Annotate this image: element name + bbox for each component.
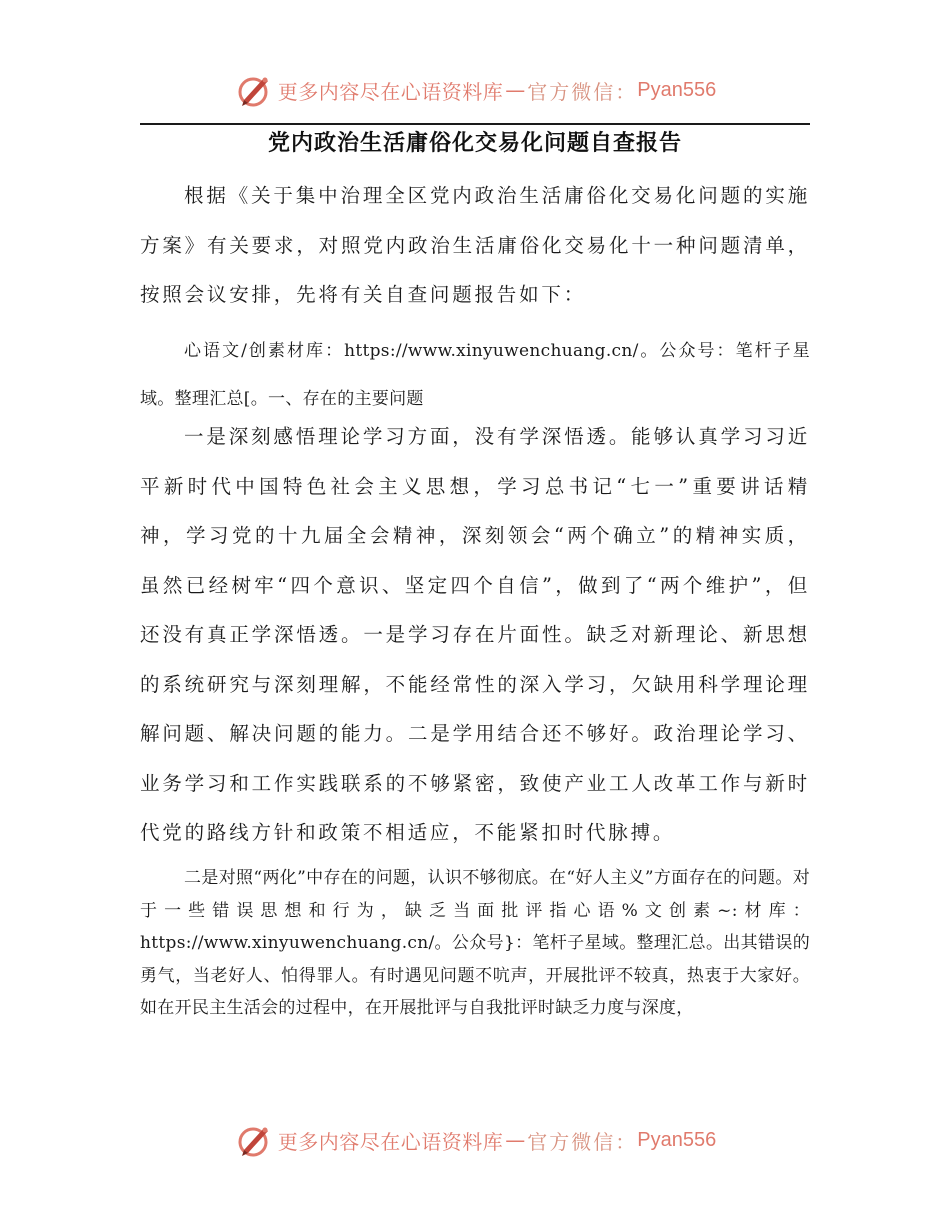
paragraph-two-issues: 二是对照“两化”中存在的问题，认识不够彻底。在“好人主义”方面存在的问题。对于一些错误思想和行为，缺乏当面批评指心语%文创素~:材库：https://www.xinyuwenchuang.cn/。公众号}：笔杆子星域。整理汇总。出其错误的勇气，当老好人、怕得罪人。有时遇见问题不吭声，开展批评不较真，热衷于大家好。如在开民主生活会的过程中，在开展批评与自我批评时缺乏力度与深度， bbox=[140, 868, 810, 1018]
watermark-dash: — bbox=[505, 1128, 526, 1152]
header-watermark bbox=[0, 68, 950, 112]
footer-watermark bbox=[0, 1118, 950, 1162]
watermark-wechat-id: Pyan556 bbox=[637, 1128, 717, 1151]
watermark-dash: — bbox=[505, 78, 526, 102]
paragraph-source-note: 心语文/创素材库：https://www.xinyuwenchuang.cn/。公众号：笔杆子星域。整理汇总[。一、存在的主要问题 bbox=[140, 341, 810, 409]
header-divider bbox=[140, 123, 810, 125]
watermark-text: 更多内容尽在心语资料库 bbox=[277, 1129, 504, 1154]
watermark-wechat-label: 官方微信： bbox=[527, 79, 638, 104]
document-title: 党内政治生活庸俗化交易化问题自查报告 bbox=[267, 130, 682, 156]
watermark-wechat-label: 官方微信： bbox=[527, 1129, 638, 1154]
pen-logo-icon bbox=[234, 70, 274, 110]
watermark-wechat-id: Pyan556 bbox=[637, 78, 717, 101]
pen-logo-icon bbox=[234, 1120, 274, 1160]
paragraph-theory-study: 一是深刻感悟理论学习方面，没有学深悟透。能够认真学习习近平新时代中国特色社会主义思想，学习总书记“七一”重要讲话精神，学习党的十九届全会精神，深刻领会“两个确立”的精神实质，虽然已经树牢“四个意识、坚定四个自信”，做到了“两个维护”，但还没有真正学深悟透。一是学习存在片面性。缺乏对新理论、新思想的系统研究与深刻理解，不能经常性的深入学习，欠缺用科学理论理解问题、解决问题的能力。二是学用结合还不够好。政治理论学习、业务学习和工作实践联系的不够紧密，致使产业工人改革工作与新时代党的路线方针和政策不相适应，不能紧扣时代脉搏。 bbox=[140, 425, 810, 844]
watermark-text: 更多内容尽在心语资料库 bbox=[277, 79, 504, 104]
paragraph-intro: 根据《关于集中治理全区党内政治生活庸俗化交易化问题的实施方案》有关要求，对照党内政治生活庸俗化交易化十一种问题清单，按照会议安排，先将有关自查问题报告如下： bbox=[140, 184, 810, 306]
